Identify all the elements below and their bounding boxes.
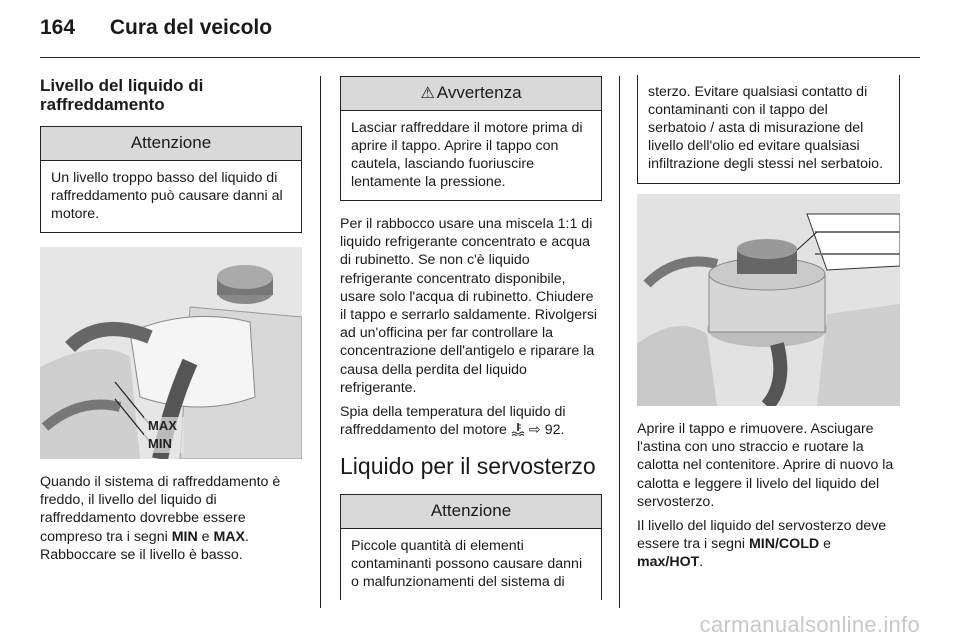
notice-box-steering — [340, 494, 602, 600]
notice-title: Attenzione — [41, 127, 301, 161]
page-header — [40, 16, 272, 40]
page-ref-icon[interactable]: ⇨ — [528, 422, 541, 439]
warning-title: ⚠ Avvertenza — [341, 77, 601, 111]
coolant-level-paragraph: Quando il sistema di raffreddamento è freddo, il livello del liquido di raffreddamento dovrebbe essere compreso tra i segni MIN e MAX. Rabboccare se il livello è basso. — [40, 474, 281, 563]
mark-min: MIN — [171, 528, 198, 545]
notice-body: Un livello troppo basso del liquido di raffreddamento può causare danni al motore. — [51, 170, 283, 222]
figure-label-min: MIN — [148, 436, 172, 451]
watermark: carmanualsonline.info — [699, 612, 920, 637]
notice-body-steering: Piccole quantità di elementi contaminanti possono causare danni o malfunzionamenti del sistema di — [351, 538, 583, 591]
mark-max-hot: max/HOT — [637, 554, 700, 571]
steering-level-paragraph: Il livello del liquido del servosterzo deve essere tra i segni MIN/COLD e max/HOT. — [637, 518, 887, 571]
header-rule — [40, 57, 920, 58]
page-ref[interactable]: 92. — [544, 422, 565, 439]
coolant-reservoir-figure — [40, 247, 302, 459]
temperature-light-paragraph: Spia della temperatura del liquido di raffreddamento del motore ⇨ 92. — [340, 404, 566, 439]
figure-label-max: MAX — [148, 418, 177, 433]
section-title-power-steering: Liquido per il servosterzo — [340, 453, 596, 480]
coolant-temperature-icon — [511, 422, 525, 436]
warning-box — [340, 76, 602, 201]
notice-title-steering: Attenzione — [341, 495, 601, 529]
section-title-coolant: Livello del liquido di raffreddamento — [40, 76, 204, 114]
column-divider-1 — [320, 76, 321, 608]
mark-min-cold: MIN/COLD — [748, 536, 820, 553]
page-number: 164 — [40, 16, 76, 39]
refill-paragraph: Per il rabbocco usare una miscela 1:1 di liquido refrigerante concentrato e acqua di rubinetto. Se non c'è liquido refrigerante concentrato disponibile, usare solo l'acqua di rubinetto. Chiudere il tappo e serrarlo saldamente. Rivolgersi ad un'officina per far controllare la concentrazione dell'antigelo e riparare la causa della perdita del liquido refrigerante. — [340, 216, 598, 396]
power-steering-reservoir-figure — [637, 194, 900, 406]
notice-continued: sterzo. Evitare qualsiasi contatto di contaminanti con il tappo del serbatoio / asta di misurazione del livello dell'olio ed evitare qualsiasi infiltrazione degli stessi nel serbatoio. — [637, 75, 900, 184]
column-divider-2 — [619, 76, 620, 608]
warning-triangle-icon: ⚠ — [420, 85, 435, 102]
column-2 — [340, 76, 602, 600]
notice-box-coolant — [40, 126, 302, 233]
dipstick-paragraph: Aprire il tappo e rimuovere. Asciugare l'astina con uno straccio e ruotare la calotta nel contenitore. Aprire di nuovo la calotta e leggere il livelo del liquido del servosterzo. — [637, 421, 894, 510]
column-3 — [637, 76, 900, 578]
mark-max: MAX — [213, 528, 246, 545]
warning-body: Lasciar raffreddare il motore prima di aprire il tappo. Aprire il tappo con cautela, lasciando fuoriuscire lentamente la pressione. — [351, 120, 583, 190]
chapter-title: Cura del veicolo — [109, 16, 273, 39]
column-1 — [40, 76, 302, 570]
